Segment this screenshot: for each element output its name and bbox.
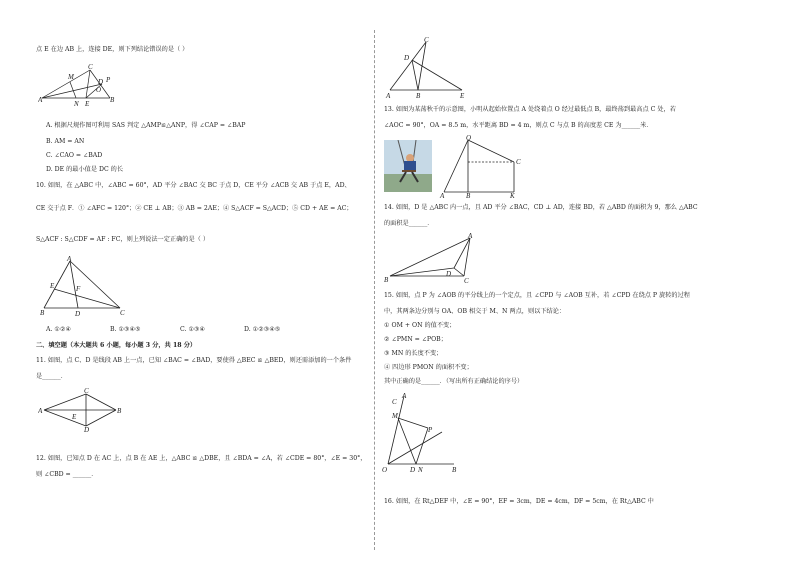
svg-text:B: B: [466, 192, 471, 200]
svg-text:C: C: [120, 309, 125, 317]
svg-text:E: E: [460, 92, 465, 100]
figure-q11: [38, 386, 128, 432]
q14-line2: 的面积是______．: [384, 220, 434, 227]
svg-text:A: A: [440, 192, 445, 200]
q12-line1: 12. 如图，已知点 D 在 AC 上，点 B 在 AE 上，△ABC ≌ △DBE，且 ∠BDA = ∠A，若 ∠CDE = 80°，∠E = 30°，: [36, 455, 367, 462]
q10-line1: 10. 如图，在 △ABC 中，∠ABC = 60°，AD 平分 ∠BAC 交 BC 于点 D，CE 平分 ∠ACB 交 AB 于点 E，AD、: [36, 182, 351, 189]
svg-text:O: O: [382, 466, 388, 472]
svg-text:D: D: [98, 78, 104, 86]
svg-text:D: D: [84, 426, 90, 432]
q15-item-2: ② ∠PMN = ∠POB；: [384, 336, 447, 343]
svg-text:C: C: [84, 387, 89, 395]
svg-text:F: F: [76, 285, 81, 293]
q10-option-c: C. ①③④: [180, 326, 206, 333]
q10-line3: S△ACF : S△CDF = AF : FC，则上列说法一定正确的是（ ）: [36, 236, 210, 243]
q15-item-4: ④ 四边形 PMON 的面积不变；: [384, 364, 473, 371]
q15-item-1: ① OM + ON 的值不变；: [384, 322, 456, 329]
svg-text:E: E: [85, 100, 90, 106]
q15-line1: 15. 如图，点 P 为 ∠AOB 的平分线上的一个定点，且 ∠CPD 与 ∠AOB 互补，若 ∠CPD 在绕点 P 旋转的过程: [384, 292, 690, 299]
column-divider: [374, 30, 375, 550]
q10-option-a: A. ①②④: [46, 326, 72, 333]
svg-text:M: M: [68, 73, 74, 81]
svg-text:B: B: [384, 276, 389, 284]
svg-text:D: D: [446, 270, 452, 278]
svg-text:A: A: [38, 407, 43, 415]
q9-option-a: A. 根据尺规作图可利用 SAS 判定 △AMP≌△ANP，得 ∠CAP = ∠BAP: [46, 122, 246, 129]
svg-text:A: A: [386, 92, 391, 100]
swing-photo: [384, 140, 432, 192]
svg-text:P: P: [106, 76, 111, 84]
svg-text:B: B: [110, 96, 115, 104]
svg-text:C: C: [464, 277, 469, 284]
q10-option-d: D. ①②③④⑤: [244, 326, 281, 333]
svg-text:C: C: [88, 63, 93, 71]
svg-text:O: O: [466, 134, 472, 142]
svg-text:C: C: [424, 36, 429, 44]
svg-text:B: B: [117, 407, 122, 415]
q10-option-b: B. ①③④⑤: [110, 326, 141, 333]
q9-option-d: D. DE 的最小值是 DC 的长: [46, 166, 124, 173]
svg-text:K: K: [510, 192, 515, 200]
svg-text:B: B: [452, 466, 457, 472]
svg-text:O: O: [96, 86, 102, 94]
figure-q14: [384, 232, 484, 284]
q9-stem: 点 E 在边 AB 上，连接 DE，则下列结论错误的是（ ）: [36, 46, 189, 53]
svg-text:C: C: [392, 398, 397, 406]
q15-ask: 其中正确的是______．（写出所有正确结论的序号）: [384, 378, 524, 385]
figure-q13: [438, 134, 522, 200]
q13-line2: ∠AOC = 90°，OA = 8.5 m，水平距离 BD = 4 m，则点 C 与点 B 的高度差 CE 为______米．: [384, 122, 653, 129]
svg-text:A: A: [402, 392, 407, 400]
figure-q15: [382, 392, 466, 472]
svg-text:P: P: [428, 426, 433, 434]
svg-text:E: E: [72, 413, 77, 421]
q16-line: 16. 如图，在 Rt△DEF 中，∠E = 90°，EF = 3cm，DE = 4cm，DF = 5cm，在 Rt△ABC 中: [384, 498, 654, 505]
svg-text:A: A: [468, 232, 473, 240]
q13-line1: 13. 如图为某荡秋千的示意图，小明从起始位置点 A 处绕着点 O 经过最低点 B，最终荡到最高点 C 处，若: [384, 106, 676, 113]
figure-q12: [384, 36, 468, 102]
svg-text:A: A: [38, 96, 43, 104]
svg-text:D: D: [410, 466, 416, 472]
svg-text:M: M: [392, 412, 398, 420]
q15-item-3: ③ MN 的长度不变；: [384, 350, 443, 357]
q14-line1: 14. 如图，D 是 △ABC 内一点，且 AD 平分 ∠BAC，CD ⊥ AD，连接 BD，若 △ABD 的面积为 9，那么 △ABC: [384, 204, 698, 211]
svg-text:D: D: [404, 54, 410, 62]
q15-line2: 中，其两条边分别与 OA、OB 相交于 M、N 两点，则以下结论：: [384, 308, 566, 315]
svg-text:B: B: [416, 92, 421, 100]
figure-q9: [38, 62, 118, 106]
q11-line1: 11. 如图，点 C、D 是线段 AB 上一点，已知 ∠BAC = ∠BAD，要使得 △BEC ≌ △BED，则还需添加的一个条件: [36, 357, 352, 364]
svg-text:E: E: [50, 282, 55, 290]
q11-line2: 是______．: [36, 373, 67, 380]
svg-text:A: A: [67, 256, 72, 263]
svg-text:N: N: [418, 466, 423, 472]
q10-line2: CE 交于点 F．① ∠AFC = 120°；② CE ⊥ AB；③ AB = 2AE；④ S△ACF = S△ACD；⑤ CD + AE = AC；: [36, 205, 353, 212]
q9-option-c: C. ∠CAO = ∠BAD: [46, 152, 103, 159]
svg-text:B: B: [40, 309, 45, 317]
q9-option-b: B. AM = AN: [46, 138, 85, 145]
q12-line2: 则 ∠CBD = ______．: [36, 471, 98, 478]
svg-text:C: C: [516, 158, 521, 166]
svg-text:D: D: [75, 310, 81, 318]
figure-q10: [40, 256, 130, 318]
svg-text:N: N: [74, 100, 79, 106]
section-header-fill-in: 二、填空题（本大题共 6 小题，每小题 3 分，共 18 分）: [36, 342, 197, 349]
